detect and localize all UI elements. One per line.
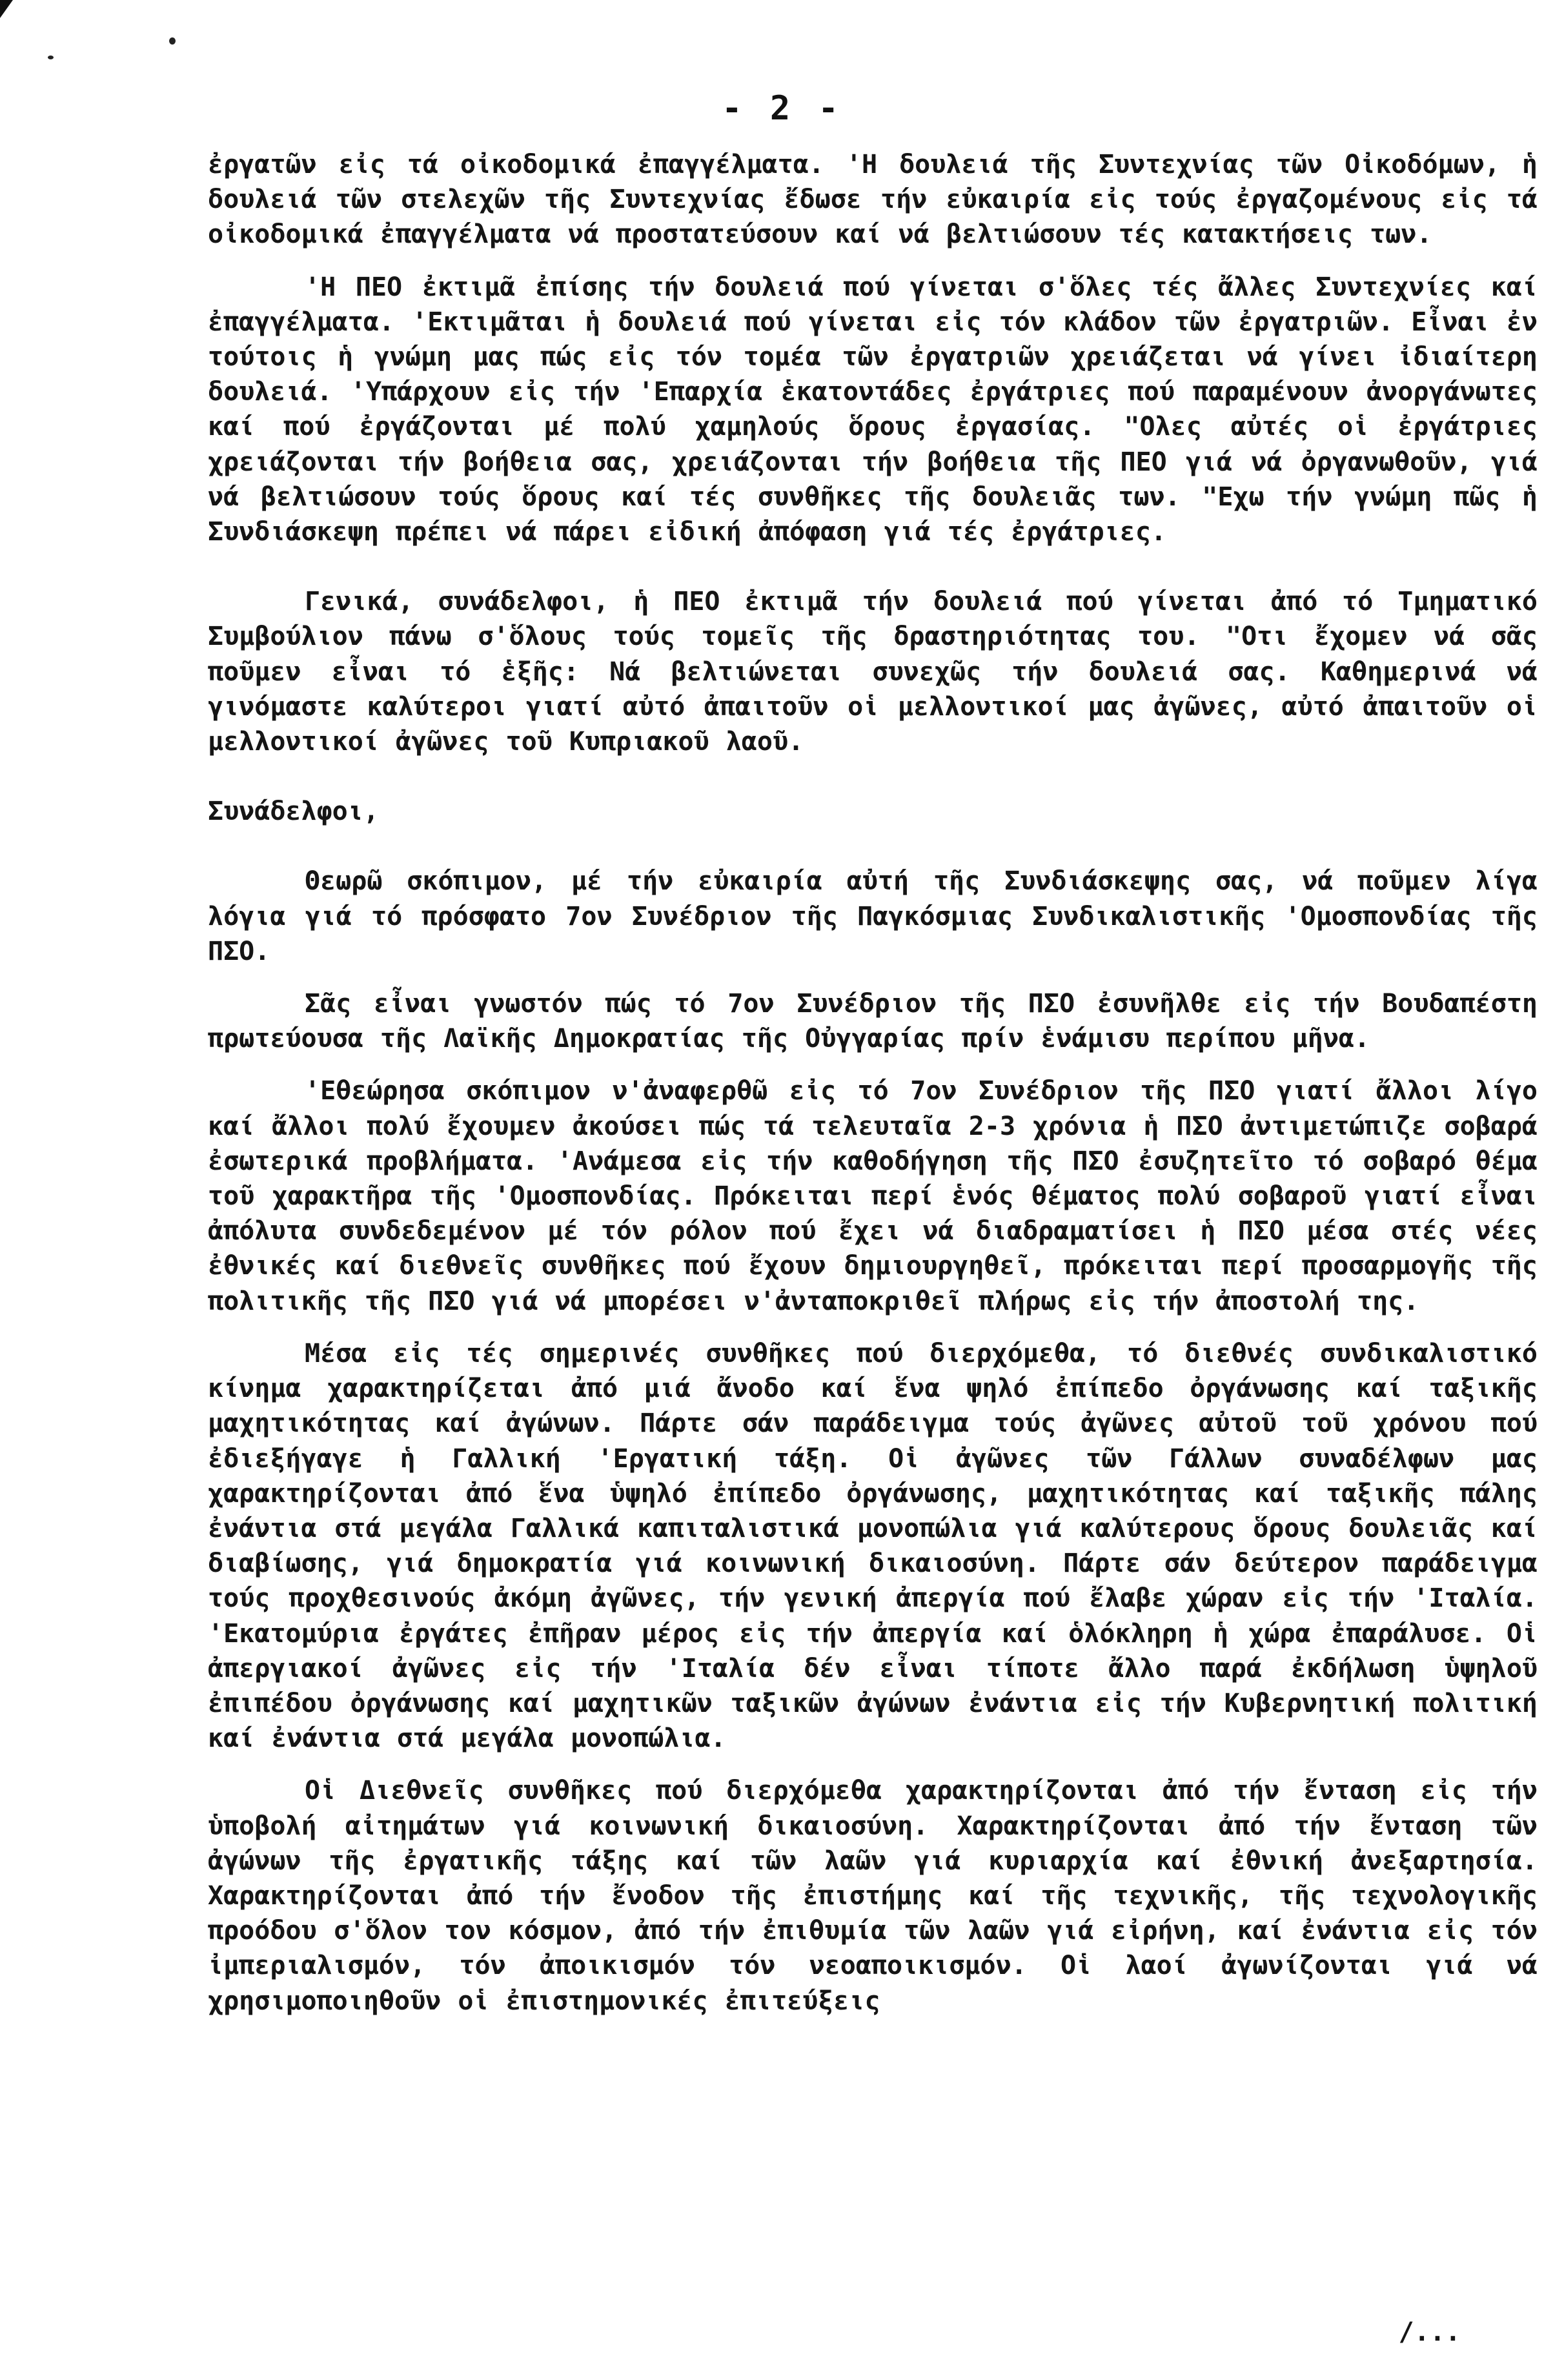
paragraph: 'Εθεώρησα σκόπιμον ν'ἀναφερθῶ εἰς τό 7ον Συνέδριον τῆς ΠΣΟ γιατί ἄλλοι λίγο καί ἄλλοι πολύ ἔχουμεν ἀκούσει πώς τά τελευταῖα 2-3 χρόνια ἡ ΠΣΟ ἀντιμετώπιζε σοβαρά ἐσωτερικά προβλήματα. 'Ανάμεσα εἰς τήν καθοδήγηση τῆς ΠΣΟ ἐσυζητεῖτο τό σοβαρό θέμα τοῦ χαρακτῆρα τῆς 'Ομοσπονδίας. Πρόκειται περί ἑνός θέματος πολύ σοβαροῦ γιατί εἶναι ἀπόλυτα συνδεδεμένον μέ τόν ρόλον πού ἔχει νά διαδραματίσει ἡ ΠΣΟ μέσα στές νέες ἐθνικές καί διεθνεῖς συνθῆκες πού ἔχουν δημιουργηθεῖ, πρόκειται περί προσαρμογῆς τῆς πολιτικῆς τῆς ΠΣΟ γιά νά μπορέσει ν'ἀνταποκριθεῖ πλήρως εἰς τήν ἀποστολή της. [208,1076,1538,1316]
paragraph: Σᾶς εἶναι γνωστόν πώς τό 7ον Συνέδριον τῆς ΠΣΟ ἐσυνῆλθε εἰς τήν Βουδαπέστη πρωτεύουσα τῆς Λαϊκῆς Δημοκρατίας τῆς Οὐγγαρίας πρίν ἑνάμισυ περίπου μῆνα. [208,989,1538,1054]
scan-speck [169,37,176,45]
paragraph: ἐργατῶν εἰς τά οἰκοδομικά ἐπαγγέλματα. 'Η δουλειά τῆς Συντεχνίας τῶν Οἰκοδόμων, ἡ δουλειά τῶν στελεχῶν τῆς Συντεχνίας ἔδωσε τήν εὐκαιρία εἰς τούς ἐργαζομένους εἰς τά οἰκοδομικά ἐπαγγέλματα νά προστατεύσουν καί νά βελτιώσουν τές κατακτήσεις των. [208,150,1538,250]
page-number: - 2 - [722,89,842,128]
document-body [208,147,1538,2019]
paragraph: Γενικά, συνάδελφοι, ἡ ΠΕΟ ἐκτιμᾶ τήν δουλειά πού γίνεται ἀπό τό Τμηματικό Συμβούλιον πάνω σ'ὅλους τούς τομεῖς τῆς δραστηριότητας του. "Οτι ἔχομεν νά σᾶς ποῦμεν εἶναι τό ἑξῆς: Νά βελτιώνεται συνεχῶς τήν δουλειά σας. Καθημερινά νά γινόμαστε καλύτεροι γιατί αὐτό ἀπαιτοῦν οἱ μελλοντικοί μας ἀγῶνες, αὐτό ἀπαιτοῦν οἱ μελλοντικοί ἀγῶνες τοῦ Κυπριακοῦ λαοῦ. [208,587,1538,757]
paragraph: Μέσα εἰς τές σημερινές συνθῆκες πού διερχόμεθα, τό διεθνές συνδικαλιστικό κίνημα χαρακτηρίζεται ἀπό μιά ἄνοδο καί ἕνα ψηλό ἐπίπεδο ὀργάνωσης καί ταξικῆς μαχητικότητας καί ἀγώνων. Πάρτε σάν παράδειγμα τούς ἀγῶνες αὐτοῦ τοῦ χρόνου πού ἐδιεξήγαγε ἡ Γαλλική 'Εργατική τάξη. Οἱ ἀγῶνες τῶν Γάλλων συναδέλφων μας χαρακτηρίζονται ἀπό ἕνα ὑψηλό ἐπίπεδο ὀργάνωσης, μαχητικότητας καί ταξικῆς πάλης ἐνάντια στά μεγάλα Γαλλικά καπιταλιστικά μονοπώλια γιά καλύτερους ὅρους δουλειᾶς καί διαβίωσης, γιά δημοκρατία γιά κοινωνική δικαιοσύνη. Πάρτε σάν δεύτερον παράδειγμα τούς προχθεσινούς ἀκόμη ἀγῶνες, τήν γενική ἀπεργία πού ἔλαβε χώραν εἰς τήν 'Ιταλία. 'Εκατομύρια ἐργάτες ἐπῆραν μέρος εἰς τήν ἀπεργία καί ὁλόκληρη ἡ χώρα ἐπαράλυσε. Οἱ ἀπεργιακοί ἀγῶνες εἰς τήν 'Ιταλία δέν εἶναι τίποτε ἄλλο παρά ἐκδήλωση ὑψηλοῦ ἐπιπέδου ὀργάνωσης καί μαχητικῶν ταξικῶν ἀγώνων ἐνάντια εἰς τήν Κυβερνητική πολιτική καί ἐνάντια στά μεγάλα μονοπώλια. [208,1338,1538,1754]
paragraph: 'Η ΠΕΟ ἐκτιμᾶ ἐπίσης τήν δουλειά πού γίνεται σ'ὅλες τές ἄλλες Συντεχνίες καί ἐπαγγέλματα. 'Εκτιμᾶται ἡ δουλειά πού γίνεται εἰς τόν κλάδον τῶν ἐργατριῶν. Εἶναι ἐν τούτοις ἡ γνώμη μας πώς εἰς τόν τομέα τῶν ἐργατριῶν χρειάζεται νά γίνει ἰδιαίτερη δουλειά. 'Υπάρχουν εἰς τήν 'Επαρχία ἑκατοντάδες ἐργάτριες πού παραμένουν ἀνοργάνωτες καί πού ἐργάζονται μέ πολύ χαμηλούς ὅρους ἐργασίας. "Ολες αὐτές οἱ ἐργάτριες χρειάζονται τήν βοήθεια σας, χρειάζονται τήν βοήθεια τῆς ΠΕΟ γιά νά ὀργανωθοῦν, γιά νά βελτιώσουν τούς ὅρους καί τές συνθῆκες τῆς δουλειᾶς των. "Εχω τήν γνώμη πῶς ἡ Συνδιάσκεψη πρέπει νά πάρει εἰδική ἀπόφαση γιά τές ἐργάτριες. [208,272,1538,547]
paragraph: Οἱ Διεθνεῖς συνθῆκες πού διερχόμεθα χαρακτηρίζονται ἀπό τήν ἔνταση εἰς τήν ὑποβολή αἰτημάτων γιά κοινωνική δικαιοσύνη. Χαρακτηρίζονται ἀπό τήν ἔνταση τῶν ἀγώνων τῆς ἐργατικῆς τάξης καί τῶν λαῶν γιά κυριαρχία καί ἐθνική ἀνεξαρτησία. Χαρακτηρίζονται ἀπό τήν ἔνοδον τῆς ἐπιστήμης καί τῆς τεχνικῆς, τῆς τεχνολογικῆς προόδου σ'ὅλον τον κόσμον, ἀπό τήν ἐπιθυμία τῶν λαῶν γιά εἰρήνη, καί ἐνάντια εἰς τόν ἰμπεριαλισμόν, τόν ἀποικισμόν τόν νεοαποικισμόν. Οἱ λαοί ἀγωνίζονται γιά νά χρησιμοποιηθοῦν οἱ ἐπιστημονικές ἐπιτεύξεις [208,1776,1538,2016]
scan-speck [48,56,54,59]
continuation-mark: /... [1398,2317,1461,2347]
salutation: Συνάδελφοι, [208,797,379,827]
scan-corner-mark [0,0,13,18]
paragraph: Θεωρῶ σκόπιμον, μέ τήν εὐκαιρία αὐτή τῆς Συνδιάσκεψης σας, νά ποῦμεν λίγα λόγια γιά τό πρόσφατο 7ον Συνέδριον τῆς Παγκόσμιας Συνδικαλιστικῆς 'Ομοσπονδίας τῆς ΠΣΟ. [208,866,1538,966]
